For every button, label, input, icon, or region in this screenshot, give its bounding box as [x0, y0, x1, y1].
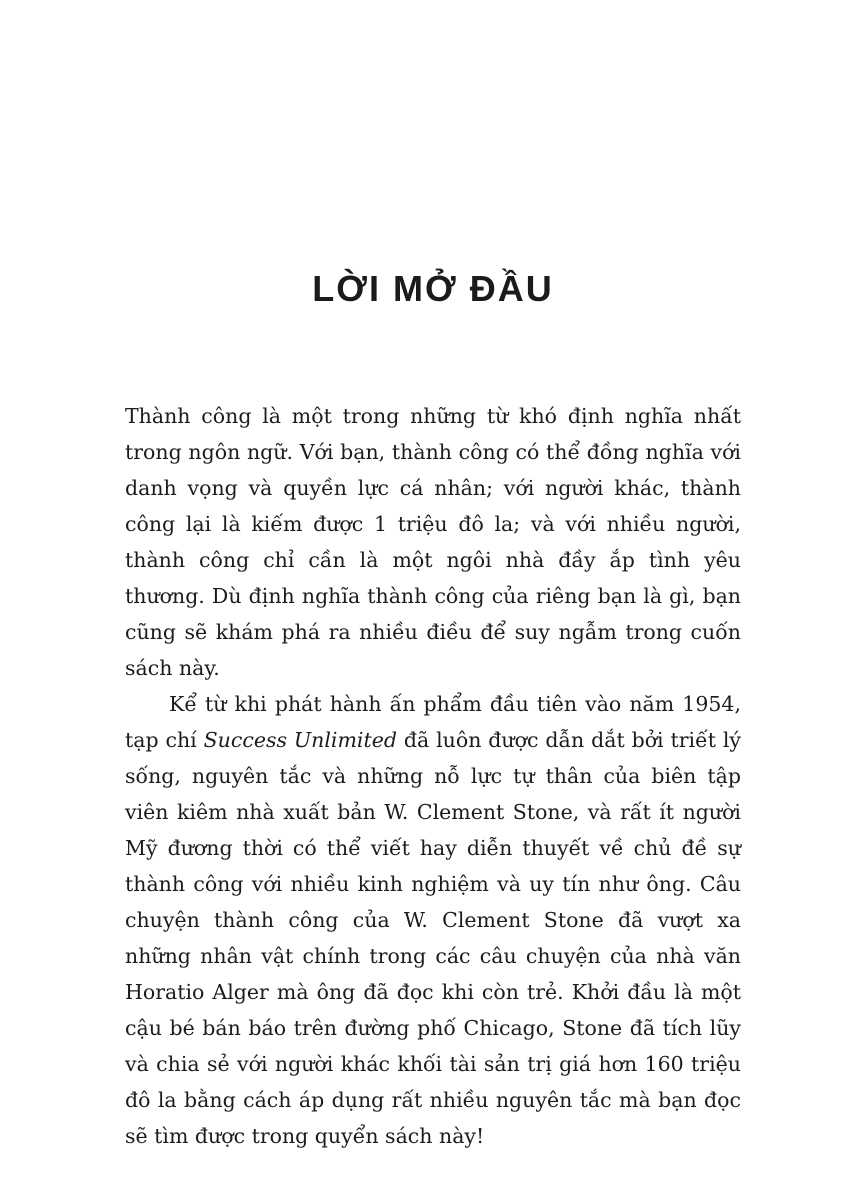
paragraph-2	[125, 686, 741, 1154]
paragraph-2-text-before: Kể từ khi phát hành ấn phẩm đầu tiên vào năm 1954, tạp chí	[125, 692, 741, 752]
body-text	[125, 398, 741, 1154]
chapter-title: LỜI MỞ ĐẦU	[312, 268, 554, 309]
paragraph-1: Thành công là một trong những từ khó định nghĩa nhất trong ngôn ngữ. Với bạn, thành công có thể đồng nghĩa với danh vọng và quyền lực cá nhân; với người khác, thành công lại là kiếm được 1 triệu đô la; và với nhiều người, thành công chỉ cần là một ngôi nhà đầy ắp tình yêu thương. Dù định nghĩa thành công của riêng bạn là gì, bạn cũng sẽ khám phá ra nhiều điều để suy ngẫm trong cuốn sách này.	[125, 404, 741, 680]
paragraph-2-text-after: đã luôn được dẫn dắt bởi triết lý sống, nguyên tắc và những nỗ lực tự thân của biên tập viên kiêm nhà xuất bản W. Clement Stone, và rất ít người Mỹ đương thời có thể viết hay diễn thuyết về chủ đề sự thành công với nhiều kinh nghiệm và uy tín như ông. Câu chuyện thành công của W. Clement Stone đã vượt xa những nhân vật chính trong các câu chuyện của nhà văn Horatio Alger mà ông đã đọc khi còn trẻ. Khởi đầu là một cậu bé bán báo trên đường phố Chicago, Stone đã tích lũy và chia sẻ với người khác khối tài sản trị giá hơn 160 triệu đô la bằng cách áp dụng rất nhiều nguyên tắc mà bạn đọc sẽ tìm được trong quyển sách này!	[125, 728, 741, 1148]
magazine-title: Success Unlimited	[203, 728, 397, 752]
